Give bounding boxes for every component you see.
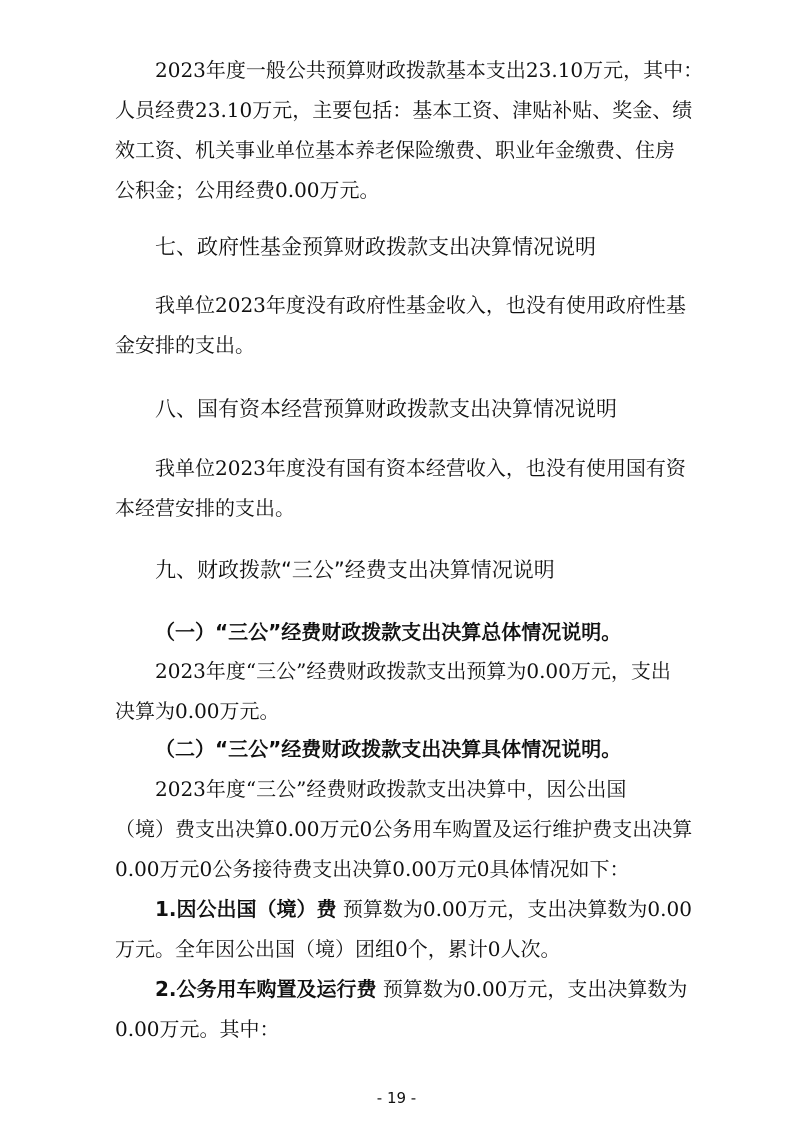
item-text: 预算数为0.00万元，支出决算数为0.00 — [336, 897, 692, 921]
paragraph-line: 效工资、机关事业单位基本养老保险缴费、职业年金缴费、住房 — [115, 138, 675, 162]
item-lead: 1.因公出国（境）费 — [155, 897, 337, 921]
subsection-heading: （一）“三公”经费财政拨款支出决算总体情况说明。 — [155, 620, 622, 644]
paragraph-line: 我单位2023年度没有政府性基金收入，也没有使用政府性基 — [155, 293, 686, 317]
paragraph-line: 本经营安排的支出。 — [115, 496, 295, 520]
paragraph-line: 2023年度“三公”经费财政拨款支出预算为0.00万元，支出 — [155, 659, 671, 683]
item-text: 预算数为0.00万元，支出决算数为 — [376, 977, 688, 1001]
paragraph-line: 我单位2023年度没有国有资本经营收入，也没有使用国有资 — [155, 456, 686, 480]
paragraph-line: （境）费支出决算0.00万元0公务用车购置及运行维护费支出决算 — [115, 817, 693, 841]
paragraph-line: 万元。全年因公出国（境）团组0个，累计0人次。 — [115, 937, 561, 961]
subsection-heading: （二）“三公”经费财政拨款支出决算具体情况说明。 — [155, 737, 622, 761]
paragraph-line: 公积金；公用经费0.00万元。 — [115, 178, 380, 202]
paragraph-line: 2023年度“三公”经费财政拨款支出决算中，因公出国 — [155, 777, 627, 801]
section-heading: 九、财政拨款“三公”经费支出决算情况说明 — [155, 558, 555, 582]
paragraph-line: 2023年度一般公共预算财政拨款基本支出23.10万元，其中： — [155, 58, 704, 82]
section-heading: 八、国有资本经营预算财政拨款支出决算情况说明 — [155, 397, 617, 421]
paragraph-line: 人员经费23.10万元，主要包括：基本工资、津贴补贴、奖金、绩 — [115, 98, 693, 122]
paragraph-line — [155, 895, 692, 923]
paragraph-line: 决算为0.00万元。 — [115, 699, 280, 723]
page-number: - 19 - — [376, 1089, 417, 1107]
item-lead: 2.公务用车购置及运行费 — [155, 977, 377, 1001]
paragraph-line — [155, 975, 687, 1003]
paragraph-line: 0.00万元0公务接待费支出决算0.00万元0具体情况如下： — [115, 857, 630, 881]
paragraph-line: 金安排的支出。 — [115, 333, 255, 357]
section-heading: 七、政府性基金预算财政拨款支出决算情况说明 — [155, 235, 596, 259]
paragraph-line: 0.00万元。其中： — [115, 1017, 280, 1041]
